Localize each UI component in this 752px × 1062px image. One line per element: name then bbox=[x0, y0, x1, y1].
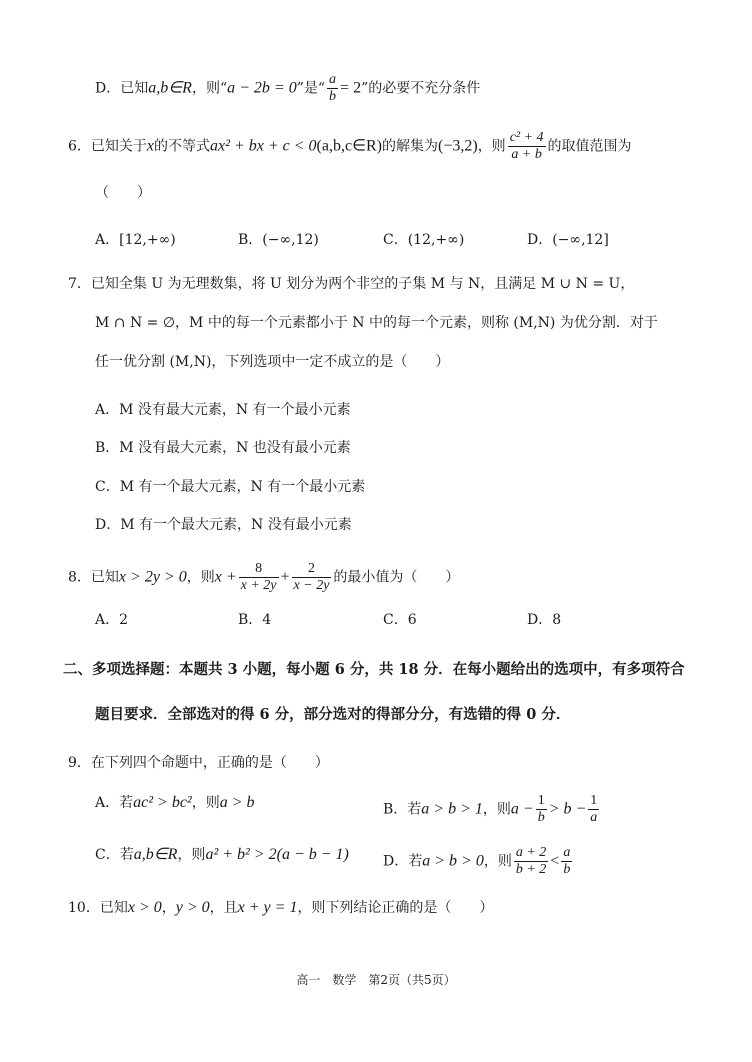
q9-option-c: C．若a,b∈R，则a² + b² > 2(a − b − 1) bbox=[95, 846, 349, 863]
q6-option-c: C．(12,+∞) bbox=[383, 232, 465, 248]
q6-option-a: A．[12,+∞) bbox=[95, 232, 176, 248]
section2-heading-line1: 二、多项选择题：本题共 3 小题，每小题 6 分，共 18 分．在每小题给出的选项中，有多项符合 bbox=[63, 661, 685, 678]
q9-option-d: D．若a > b > 0，则 $\frac{a + 2}{b + 2}$ < $\frac{a}{b}$ bbox=[383, 845, 571, 877]
q7-option-d: D．M 有一个最大元素，N 没有最小元素 bbox=[95, 517, 352, 533]
q8-option-a: A．2 bbox=[95, 612, 129, 628]
q8-option-b: B．4 bbox=[238, 612, 272, 628]
q7-option-b: B．M 没有最大元素，N 也没有最小元素 bbox=[95, 440, 351, 456]
section2-heading-line2: 题目要求．全部选对的得 6 分，部分选对的得部分分，有选错的得 0 分． bbox=[95, 706, 571, 723]
q7-stem-line2: M ∩ N = ∅，M 中的每一个元素都小于 N 中的每一个元素，则称 (M,N) 为优分割．对于 bbox=[95, 315, 658, 331]
q7-option-a: A．M 没有最大元素，N 有一个最小元素 bbox=[95, 402, 351, 418]
q9-option-b: B．若a > b > 1，则a − $\frac{1}{b}$ > b − $\frac{1}{a}$ bbox=[383, 793, 598, 825]
q7-stem-line1: 7．已知全集 U 为无理数集，将 U 划分为两个非空的子集 M 与 N，且满足 M ∪ N = U， bbox=[68, 276, 635, 292]
q6-option-d: D．(−∞,12] bbox=[527, 232, 609, 248]
q7-option-c: C．M 有一个最大元素，N 有一个最小元素 bbox=[95, 479, 366, 495]
page-footer: 高一 数学 第2页（共5页） bbox=[296, 973, 456, 987]
q6-stem: 6．已知关于x的不等式ax² + bx + c < 0(a,b,c∈R)的解集为(−3,2)，则 $\frac{\text{c² + 4}}{a + b}$ 的取值范围为 bbox=[68, 130, 632, 162]
q5-option-d: D．已知a,b∈R，则“a − 2b = 0”是“ $\frac{a}{b}$ = 2”的必要不充分条件 bbox=[95, 72, 481, 104]
q9-stem: 9．在下列四个命题中，正确的是（ ） bbox=[68, 755, 329, 771]
q8-fraction-2: $\frac{2}{x - 2y}$ bbox=[293, 561, 330, 593]
q8-option-c: C．6 bbox=[383, 612, 417, 628]
q6-fraction: $\frac{\text{c² + 4}}{a + b}$ bbox=[509, 130, 544, 162]
q5-fraction: $\frac{a}{b}$ bbox=[329, 72, 337, 104]
q10-stem: 10．已知x > 0，y > 0，且x + y = 1，则下列结论正确的是（ ） bbox=[68, 899, 494, 916]
q9d-fraction-1: $\frac{a + 2}{b + 2}$ bbox=[515, 845, 547, 877]
q8-stem: 8．已知x > 2y > 0，则x + $\frac{8}{x + 2y}$ + $\frac{2}{x - 2y}$ 的最小值为（ ） bbox=[68, 561, 460, 593]
q8-fraction-1: $\frac{8}{x + 2y}$ bbox=[240, 561, 277, 593]
q8-option-d: D．8 bbox=[527, 612, 562, 628]
q9b-fraction-2: $\frac{1}{a}$ bbox=[590, 793, 598, 825]
q6-answer-blank: （ ） bbox=[95, 185, 151, 201]
q7-stem-line3: 任一优分割 (M,N)，下列选项中一定不成立的是（ ） bbox=[95, 354, 450, 370]
q9b-fraction-1: $\frac{1}{b}$ bbox=[537, 793, 545, 825]
q9d-fraction-2: $\frac{a}{b}$ bbox=[563, 845, 571, 877]
q6-option-b: B．(−∞,12) bbox=[238, 232, 319, 248]
q9-option-a: A．若ac² > bc²，则a > b bbox=[95, 794, 255, 811]
